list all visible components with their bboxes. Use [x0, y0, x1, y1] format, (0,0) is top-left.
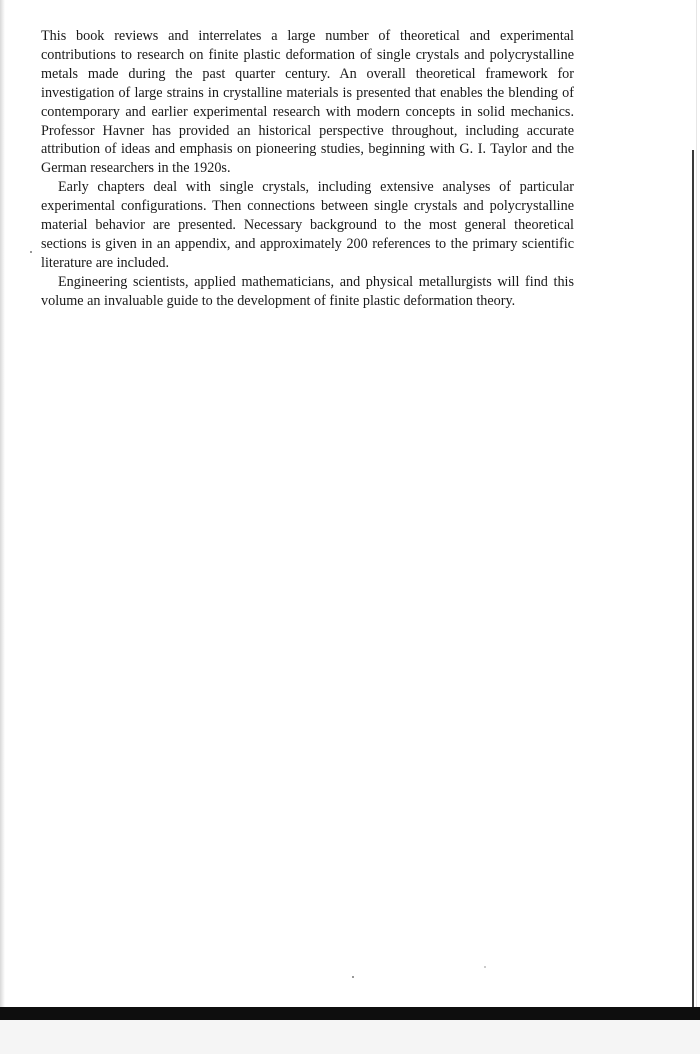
blurb-paragraph-1: This book reviews and interrelates a large number of theoretical and experimental contributions to research on finite plastic deformation of single crystals and polycrystalline metals made during the past quarter century. An overall theoretical framework for investigation of large strains in crystalline materials is presented that enables the blending of contemporary and earlier experimental research with modern concepts in solid mechanics. Professor Havner has provided an historical perspective throughout, including accurate attribution of ideas and emphasis on pioneering studies, beginning with G. I. Taylor and the German researchers in the 1920s. [41, 28, 574, 177]
page-right-edge-faint [696, 0, 697, 1010]
page-bottom-edge-bar [0, 1007, 700, 1020]
blurb-paragraph-2: Early chapters deal with single crystals, including extensive analyses of particular experimental configurations. Then connections between single crystals and polycrystalline material behavior are presented. Necessary background to the most general theoretical sections is given in an appendix, and approximately 200 references to the primary scientific literature are included. [41, 179, 574, 271]
page-left-shadow [0, 0, 5, 1054]
page-right-edge [692, 150, 694, 1010]
blurb-text-block [41, 27, 574, 311]
scan-background-strip [0, 1020, 700, 1054]
scan-speck [30, 251, 32, 253]
blurb-paragraph-3: Engineering scientists, applied mathematicians, and physical metallurgists will find this volume an invaluable guide to the development of finite plastic deformation theory. [41, 273, 574, 309]
scan-speck [352, 976, 354, 978]
scan-speck [484, 966, 486, 968]
